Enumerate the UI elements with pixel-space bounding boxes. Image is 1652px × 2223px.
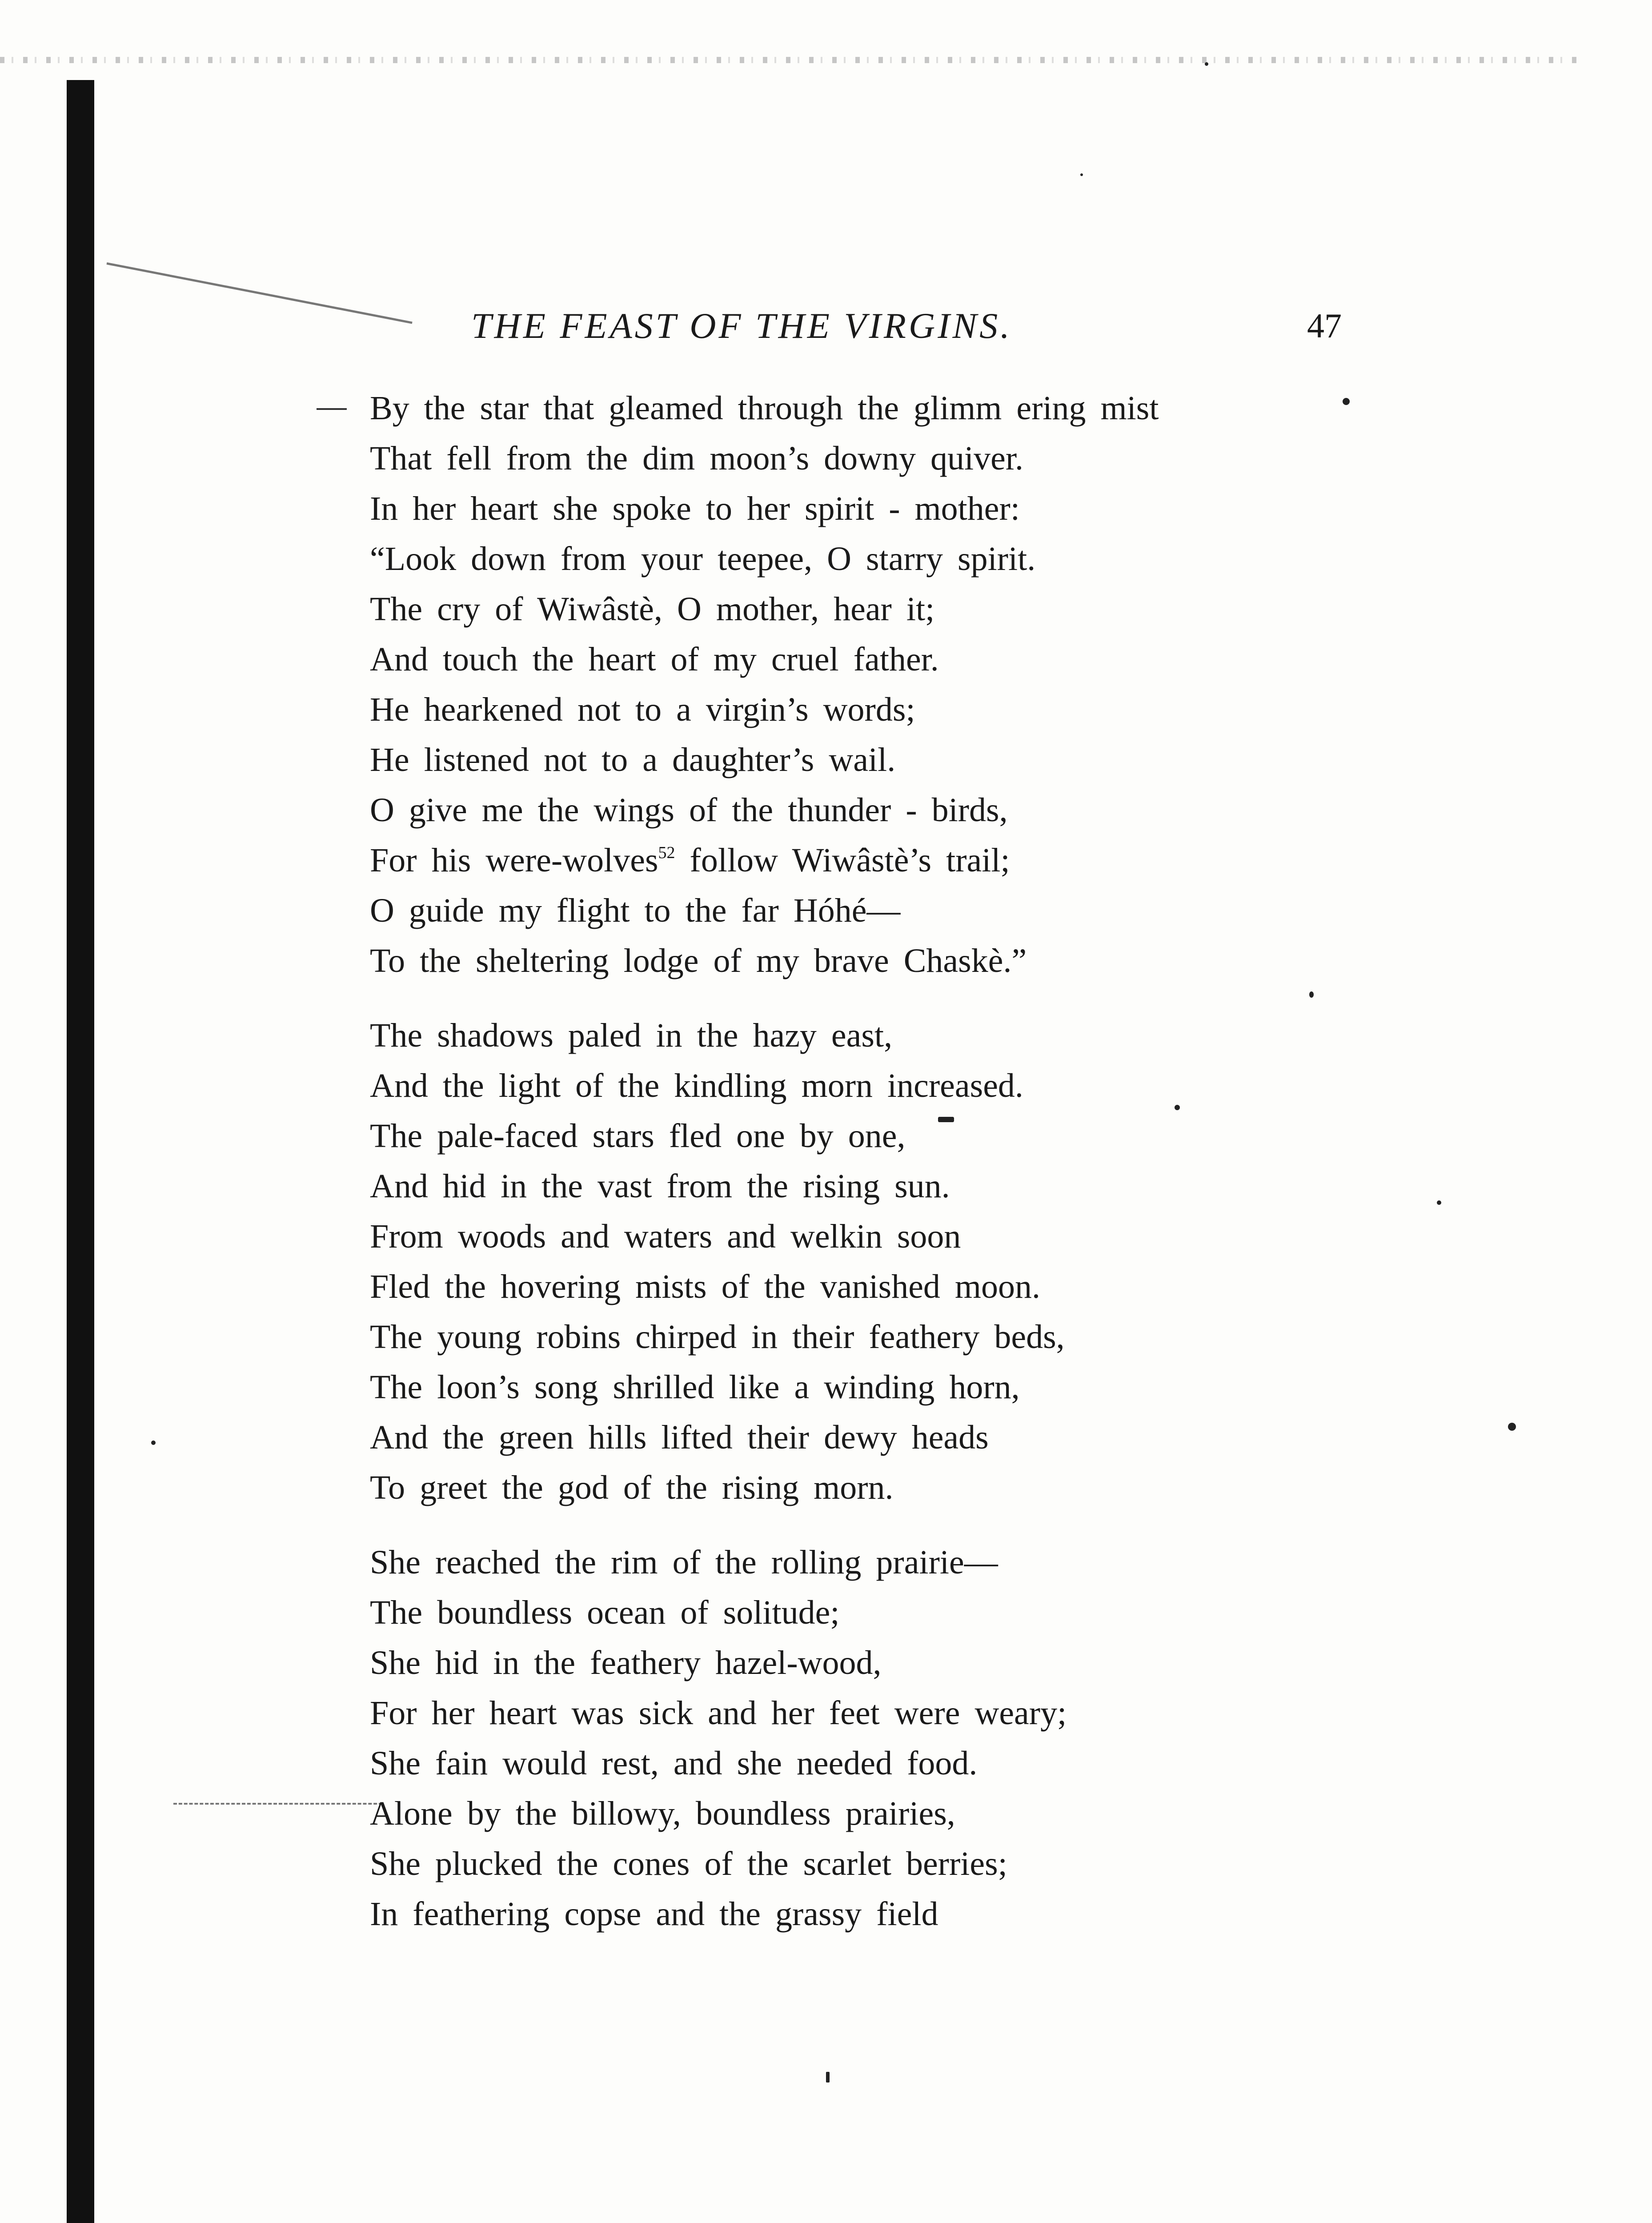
poem-line: That fell from the dim moon’s downy quiver.	[370, 440, 1024, 477]
poem-line: In feathering copse and the grassy field	[370, 1895, 938, 1933]
poem-line: The boundless ocean of solitude;	[370, 1594, 840, 1631]
poem-line: The shadows paled in the hazy east,	[370, 1017, 893, 1054]
stanza	[370, 1011, 1370, 1513]
margin-dash-mark	[317, 408, 347, 410]
poem-line: In her heart she spoke to her spirit - mother:	[370, 490, 1020, 527]
scan-speck	[1437, 1200, 1441, 1205]
scan-speck	[1080, 173, 1083, 176]
scan-speck	[1205, 62, 1208, 66]
poem-body	[370, 383, 1370, 1964]
scan-speck	[1508, 1423, 1516, 1431]
scan-dash-mark	[173, 1803, 382, 1805]
scan-scratch	[107, 262, 413, 324]
poem-line-text: For his were-wolves	[370, 842, 658, 879]
poem-line: O give me the wings of the thunder - birds,	[370, 791, 1008, 829]
running-title: THE FEAST OF THE VIRGINS.	[471, 305, 1012, 346]
scan-speck	[151, 1441, 156, 1445]
poem-line: She plucked the cones of the scarlet berries;	[370, 1845, 1007, 1882]
poem-line: To the sheltering lodge of my brave Chaskè.”	[370, 942, 1027, 979]
poem-line: He listened not to a daughter’s wail.	[370, 741, 896, 778]
poem-line: She fain would rest, and she needed food.	[370, 1745, 978, 1782]
poem-line: The pale-faced stars fled one by one,	[370, 1117, 906, 1155]
stanza	[370, 1537, 1370, 1939]
poem-line: For her heart was sick and her feet were weary;	[370, 1694, 1067, 1732]
stanza	[370, 383, 1370, 986]
poem-line: By the star that gleamed through the glimm ering mist	[370, 389, 1159, 427]
poem-line: The cry of Wiwâstè, O mother, hear it;	[370, 590, 935, 628]
poem-line: And hid in the vast from the rising sun.	[370, 1168, 950, 1205]
scan-speck	[826, 2072, 830, 2083]
poem-line: To greet the god of the rising morn.	[370, 1469, 894, 1506]
poem-line: “Look down from your teepee, O starry spirit.	[370, 540, 1036, 578]
poem-line-with-footnote	[370, 835, 1370, 886]
poem-line: He hearkened not to a virgin’s words;	[370, 691, 915, 728]
poem-line: The young robins chirped in their feathery beds,	[370, 1318, 1065, 1356]
poem-line-text: follow Wiwâstè’s trail;	[675, 842, 1010, 879]
binding-shadow	[67, 80, 94, 2223]
poem-line: O guide my flight to the far Hóhé—	[370, 892, 901, 929]
poem-line: The loon’s song shrilled like a winding horn,	[370, 1368, 1020, 1406]
poem-line: And the green hills lifted their dewy heads	[370, 1419, 989, 1456]
poem-line: She hid in the feathery hazel-wood,	[370, 1644, 882, 1681]
page-number: 47	[1307, 306, 1342, 345]
poem-line: And touch the heart of my cruel father.	[370, 641, 939, 678]
poem-line: She reached the rim of the rolling prairie—	[370, 1544, 998, 1581]
poem-line: And the light of the kindling morn increased.	[370, 1067, 1023, 1104]
poem-line: Fled the hovering mists of the vanished moon.	[370, 1268, 1041, 1305]
poem-line: Alone by the billowy, boundless prairies,	[370, 1795, 955, 1832]
footnote-marker[interactable]: 52	[658, 843, 675, 862]
poem-line: From woods and waters and welkin soon	[370, 1218, 961, 1255]
scan-edge-noise	[0, 57, 1583, 63]
